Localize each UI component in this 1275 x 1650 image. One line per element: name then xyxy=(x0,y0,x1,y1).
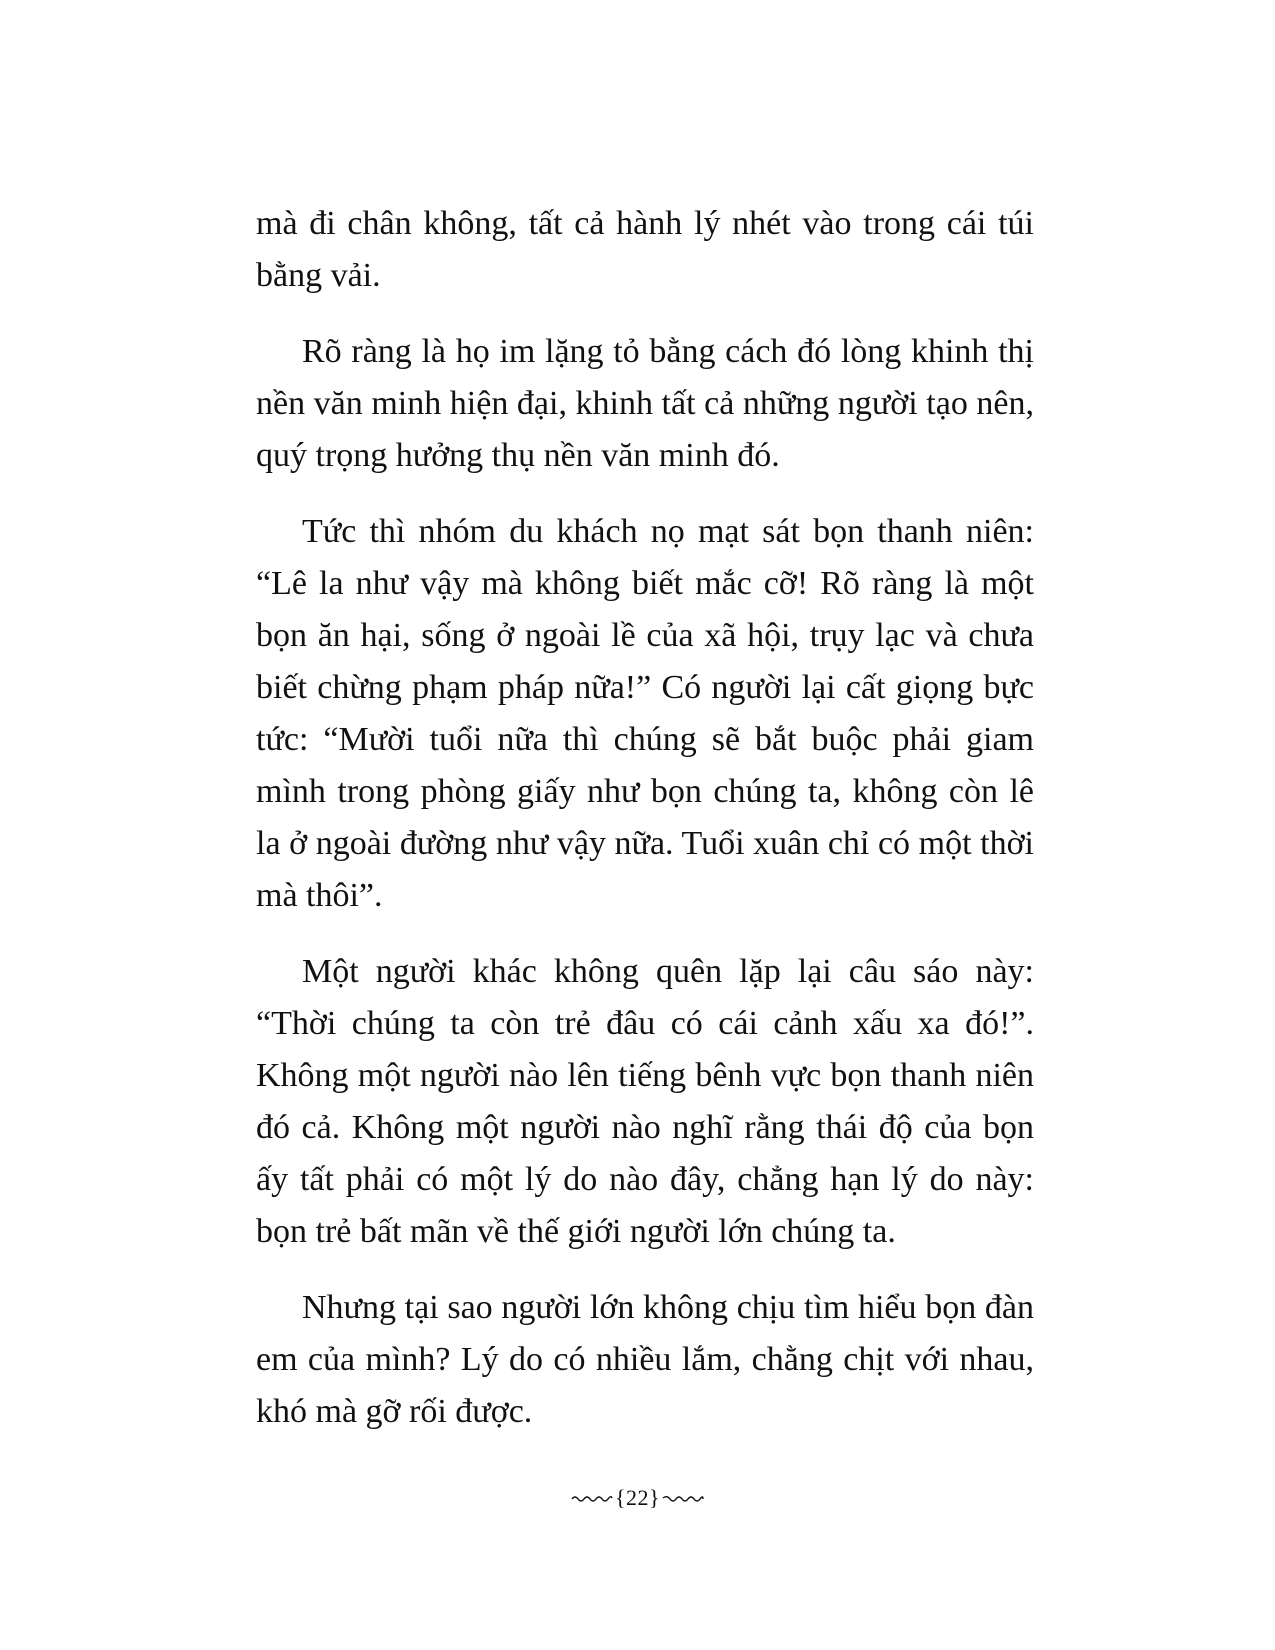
right-wave-ornament-icon xyxy=(662,1493,704,1503)
paragraph: Tức thì nhóm du khách nọ mạt sát bọn thanh niên: “Lê la như vậy mà không biết mắc cỡ! Rõ ràng là một bọn ăn hại, sống ở ngoài lề của xã hội, trụy lạc và chưa biết chừng phạm pháp nữa!” Có người lại cất giọng bực tức: “Mười tuổi nữa thì chúng sẽ bắt buộc phải giam mình trong phòng giấy như bọn chúng ta, không còn lê la ở ngoài đường như vậy nữa. Tuổi xuân chỉ có một thời mà thôi”. xyxy=(256,513,1034,914)
paragraph-continued: mà đi chân không, tất cả hành lý nhét vào trong cái túi bằng vải. xyxy=(256,205,1034,294)
left-wave-ornament-icon xyxy=(571,1493,613,1503)
paragraph: Một người khác không quên lặp lại câu sáo này: “Thời chúng ta còn trẻ đâu có cái cảnh xấu xa đó!”. Không một người nào lên tiếng bênh vực bọn thanh niên đó cả. Không một người nào nghĩ rằng thái độ của bọn ấy tất phải có một lý do nào đây, chẳng hạn lý do này: bọn trẻ bất mãn về thế giới người lớn chúng ta. xyxy=(256,953,1034,1250)
paragraph: Nhưng tại sao người lớn không chịu tìm hiểu bọn đàn em của mình? Lý do có nhiều lắm, chằng chịt với nhau, khó mà gỡ rối được. xyxy=(256,1289,1034,1430)
body-text xyxy=(256,198,1034,1462)
page-footer xyxy=(0,1478,1275,1518)
page-number: {22} xyxy=(614,1485,661,1510)
paragraph: Rõ ràng là họ im lặng tỏ bằng cách đó lòng khinh thị nền văn minh hiện đại, khinh tất cả những người tạo nên, quý trọng hưởng thụ nền văn minh đó. xyxy=(256,333,1034,474)
